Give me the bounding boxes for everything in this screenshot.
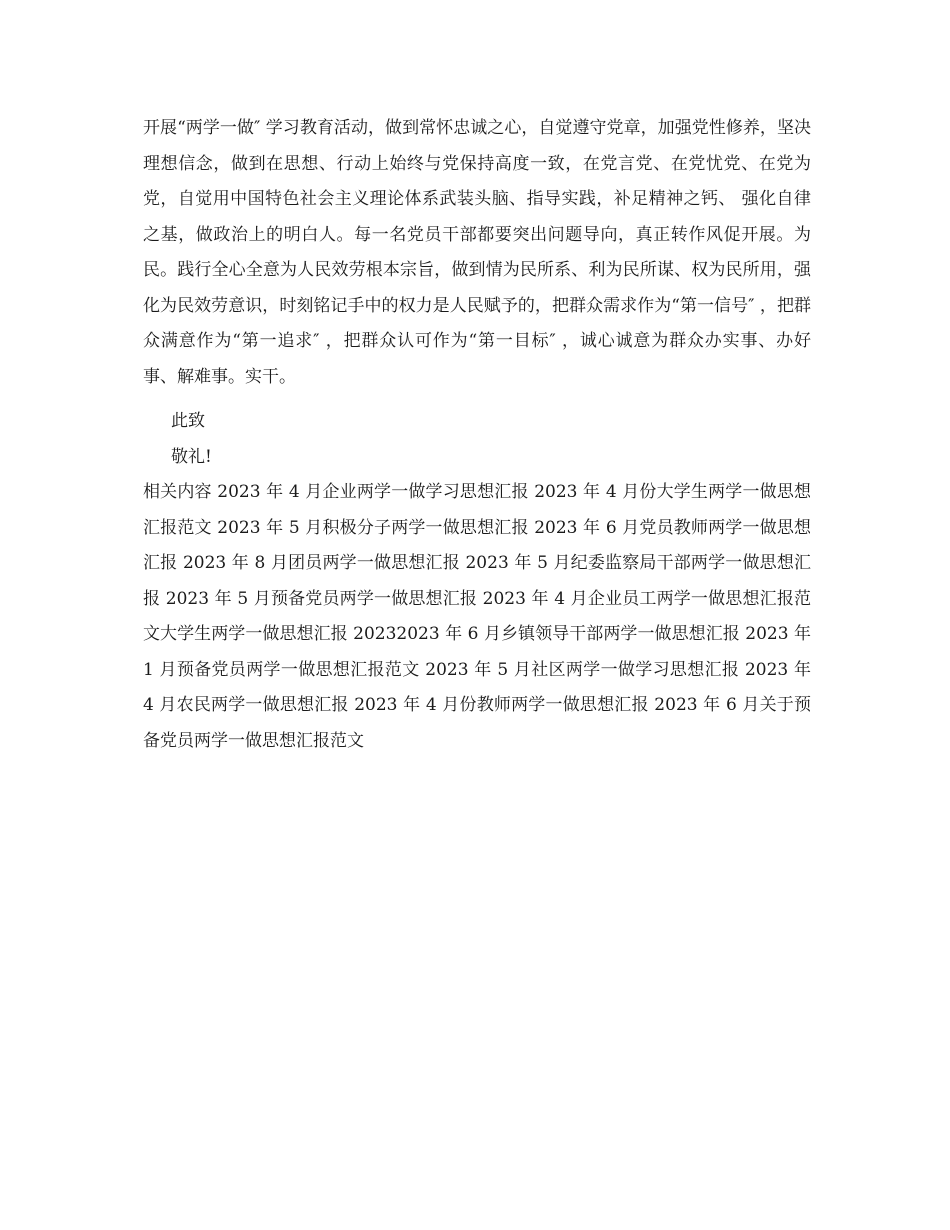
related-content-paragraph: 相关内容 2023 年 4 月企业两学一做学习思想汇报 2023 年 4 月份大学生两学一做思想汇报范文 2023 年 5 月积极分子两学一做思想汇报 2023 年 6 月党员教师两学一做思想汇报 2023 年 8 月团员两学一做思想汇报 2023 年 5 月纪委监察局干部两学一做思想汇报 2023 年 5 月预备党员两学一做思想汇报 2023 年 4 月企业员工两学一做思想汇报范文大学生两学一做思想汇报 20232023 年 6 月乡镇领导干部两学一做思想汇报 2023 年 1 月预备党员两学一做思想汇报范文 2023 年 5 月社区两学一做学习思想汇报 2023 年 4 月农民两学一做思想汇报 2023 年 4 月份教师两学一做思想汇报 2023 年 6 月关于预备党员两学一做思想汇报范文 bbox=[143, 482, 811, 751]
body-paragraph: 开展“两学一做″ 学习教育活动，做到常怀忠诚之心，自觉遵守党章，加强党性修养，坚决理想信念，做到在思想、行动上始终与党保持高度一致，在党言党、在党忧党、在党为党，自觉用中国特色社会主义理论体系武装头脑、指导实践，补足精神之钙、 强化自律之基，做政治上的明白人。每一名党员干部都要突出问题导向，真正转作风促开展。为民。践行全心全意为人民效劳根本宗旨，做到情为民所系、利为民所谋、权为民所用，强化为民效劳意识，时刻铭记手中的权力是人民赋予的，把群众需求作为“第一信号″ ，把群众满意作为“第一追求″ ，把群众认可作为“第一目标″ ，诚心诚意为群众办实事、办好事、解难事。实干。 bbox=[143, 118, 811, 387]
closing-regards: 敬礼! bbox=[171, 447, 212, 467]
closing-salutation: 此致 bbox=[171, 411, 205, 431]
